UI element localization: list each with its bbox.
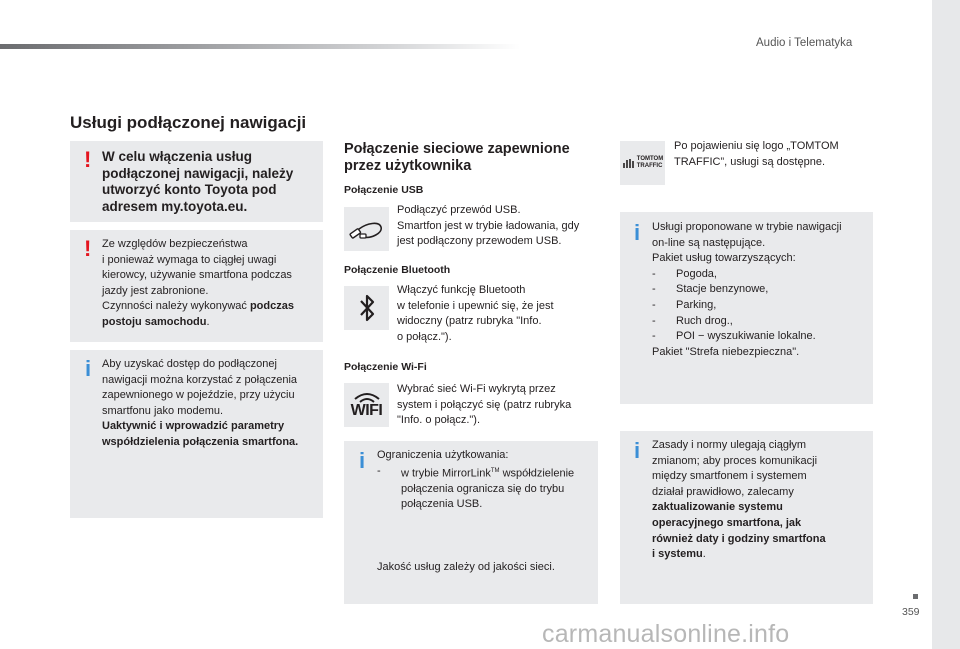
- usb-cable-icon: [349, 215, 385, 243]
- wifi-icon-box: [344, 383, 389, 427]
- bluetooth-icon: [357, 293, 377, 323]
- services-info-box: [620, 212, 873, 404]
- account-warning-box: [70, 141, 323, 222]
- info-icon: i: [634, 438, 641, 463]
- limits-info-text: Ograniczenia użytkowania: - w trybie MirrorLink™ współdzielenie połączenia ogranicza się do trybu połączenia USB.: [377, 448, 595, 513]
- page-number: 359: [902, 606, 920, 618]
- wifi-icon-text: WIFI: [350, 402, 383, 419]
- tomtom-logo-text: TOMTOM TRAFFIC: [636, 156, 664, 169]
- info-icon: i: [359, 448, 366, 473]
- wifi-text: Wybrać sieć Wi-Fi wykrytą przez system i połączyć się (patrz rubryka "Info. o połącz.").: [397, 383, 572, 427]
- wifi-label: Połączenie Wi-Fi: [344, 361, 427, 373]
- page-title: Usługi podłączonej nawigacji: [70, 113, 307, 132]
- list-item: - Ruch drog.,: [652, 314, 733, 327]
- info-icon: i: [85, 356, 92, 381]
- watermark: carmanualsonline.info: [542, 620, 790, 648]
- account-warning-text: W celu włączenia usług podłączonej nawigacji, należy utworzyć konto Toyota pod adresem my.toyota.eu.: [102, 149, 294, 214]
- warning-exclamation-icon: !: [84, 147, 92, 172]
- access-info-text: Aby uzyskać dostęp do podłączonej nawigacji można korzystać z połączenia zapewnionego w pojeździe, przy użyciu smartfonu jako modemu. Uaktywnić i wprowadzić parametry współdzielenia połączenia smartfona.: [102, 358, 299, 448]
- warning-exclamation-icon: !: [84, 236, 92, 261]
- rules-info-box: [620, 431, 873, 604]
- safety-warning-text: Ze względów bezpieczeństwa i ponieważ wymaga to ciągłej uwagi kierowcy, używanie smartfona podczas jazdy jest zabronione. Czynności należy wykonywać podczas postoju samochodu.: [102, 238, 294, 328]
- rules-info-text: Zasady i normy ulegają ciągłym zmianom; aby proces komunikacji między smartfonem i systemem działał prawidłowo, zalecamy zaktualizowanie systemu operacyjnego smartfona, jak również daty i godziny smartfona i systemu.: [652, 439, 826, 561]
- page-side-bar: [932, 0, 960, 649]
- bluetooth-label: Połączenie Bluetooth: [344, 264, 451, 276]
- bluetooth-icon-box: [344, 286, 389, 330]
- tomtom-logo-box: [620, 141, 665, 185]
- connection-heading: Połączenie sieciowe zapewnione przez użytkownika: [344, 141, 570, 174]
- list-item: - w trybie MirrorLink™ współdzielenie: [377, 464, 575, 480]
- services-info-text: Usługi proponowane w trybie nawigacji on-line są następujące. Pakiet usług towarzyszących: - Pogoda, - Stacje benzynowe, - Parking, - Ruch drog., - POI − wyszukiwanie lokalne. Pakiet "Strefa niebezpieczna".: [652, 220, 870, 360]
- list-item: - Stacje benzynowe,: [652, 283, 769, 296]
- info-icon: i: [634, 220, 641, 245]
- safety-warning-box: [70, 230, 323, 342]
- list-item: - Parking,: [652, 298, 717, 311]
- usb-text: Podłączyć przewód USB. Smartfon jest w trybie ładowania, gdy jest podłączony przewodem USB.: [397, 204, 580, 248]
- list-item: - POI − wyszukiwanie lokalne.: [652, 330, 816, 343]
- bluetooth-text: Włączyć funkcję Bluetooth w telefonie i upewnić się, że jest widoczny (patrz rubryka "Info. o połącz.").: [397, 284, 554, 343]
- continuation-marker: [913, 594, 918, 599]
- tomtom-hand-icon: [622, 157, 636, 169]
- usb-label: Połączenie USB: [344, 184, 424, 196]
- tomtom-text: Po pojawieniu się logo „TOMTOM TRAFFIC”, usługi są dostępne.: [674, 140, 839, 168]
- section-title: Audio i Telematyka: [756, 37, 853, 49]
- quality-text: Jakość usług zależy od jakości sieci.: [377, 561, 555, 573]
- limits-info-box: [344, 441, 598, 604]
- header-gradient-bar: [0, 44, 520, 49]
- usb-icon-box: [344, 207, 389, 251]
- list-item: - Pogoda,: [652, 267, 717, 280]
- access-info-box: [70, 350, 323, 518]
